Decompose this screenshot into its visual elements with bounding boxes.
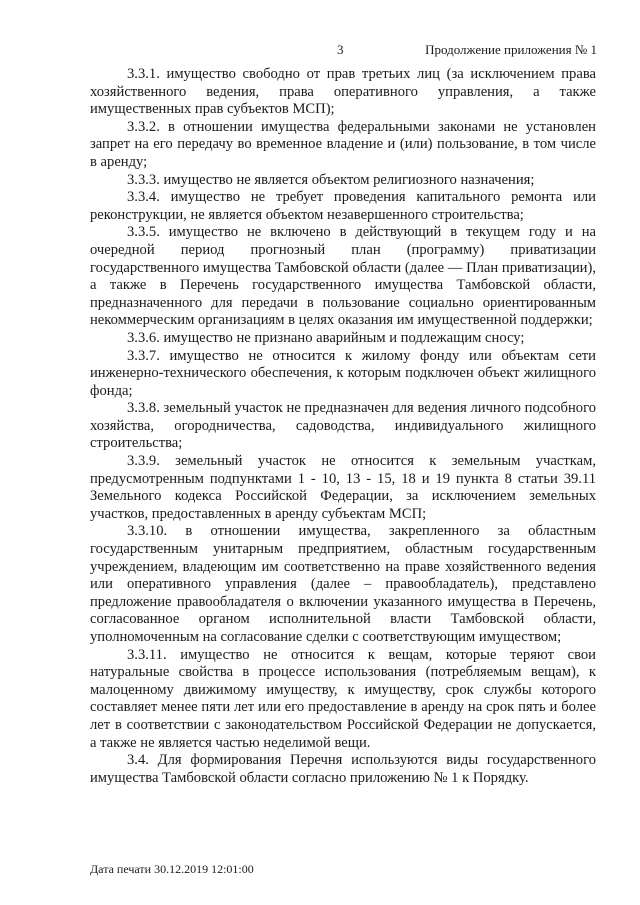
paragraph-3-3-8: 3.3.8. земельный участок не предназначен для ведения личного подсобного хозяйства, огородничества, садоводства, индивидуального жилищного строительства; xyxy=(90,400,596,452)
paragraph-3-3-2: 3.3.2. в отношении имущества федеральными законами не установлен запрет на его передачу во временное владение и (или) пользование, в том числе в аренду; xyxy=(90,118,596,170)
paragraph-3-3-9: 3.3.9. земельный участок не относится к земельным участкам, предусмотренным подпунктами 1 - 10, 13 - 15, 18 и 19 пункта 8 статьи 39.11 Земельного кодекса Российской Федерации, за исключением земельных участков, предоставленных в аренду субъектам МСП; xyxy=(90,453,596,522)
paragraph-3-4: 3.4. Для формирования Перечня используются виды государственного имущества Тамбовской области согласно приложению № 1 к Порядку. xyxy=(90,752,596,786)
paragraph-3-3-4: 3.3.4. имущество не требует проведения капитального ремонта или реконструкции, не является объектом незавершенного строительства; xyxy=(90,189,596,223)
paragraph-3-3-7: 3.3.7. имущество не относится к жилому фонду или объектам сети инженерно-технического обеспечения, к которым подключен объект жилищного фонда; xyxy=(90,347,596,399)
document-body xyxy=(90,66,596,787)
page-header xyxy=(0,42,640,58)
appendix-continuation-note: Продолжение приложения № 1 xyxy=(425,42,597,57)
paragraph-3-3-6: 3.3.6. имущество не признано аварийным и подлежащим сносу; xyxy=(127,329,525,346)
paragraph-3-3-3: 3.3.3. имущество не является объектом религиозного назначения; xyxy=(127,171,535,188)
paragraph-3-3-10: 3.3.10. в отношении имущества, закрепленного за областным государственным унитарным предприятием, областным государственным учреждением, владеющим им соответственно на праве хозяйственного ведения или оперативного управления (далее – правообладатель), представлено предложение правообладателя о включении указанного имущества в Перечень, согласованное органом исполнительной власти Тамбовской области, уполномоченным на согласование сделки с соответствующим имуществом; xyxy=(90,523,596,645)
print-date-footer: Дата печати 30.12.2019 12:01:00 xyxy=(90,862,254,876)
paragraph-3-3-11: 3.3.11. имущество не относится к вещам, которые теряют свои натуральные свойства в процессе использования (потребляемым вещам), к малоценному движимому имуществу, к имуществу, срок службы которого составляет менее пяти лет или его предоставление в аренду на срок пять и более лет в соответствии с законодательством Российской Федерации не допускается, а также не является частью неделимой вещи. xyxy=(90,646,596,751)
paragraph-3-3-5: 3.3.5. имущество не включено в действующий в текущем году и на очередной период прогнозный план (программу) приватизации государственного имущества Тамбовской области (далее — План приватизации), а также в Перечень государственного имущества Тамбовской области, предназначенного для передачи в пользование социально ориентированным некоммерческим организациям в целях оказания им имущественной поддержки; xyxy=(90,224,596,329)
page-number: 3 xyxy=(337,42,344,57)
paragraph-3-3-1: 3.3.1. имущество свободно от прав третьих лиц (за исключением права хозяйственного ведения, права оперативного управления, а также имущественных прав субъектов МСП); xyxy=(90,66,596,118)
